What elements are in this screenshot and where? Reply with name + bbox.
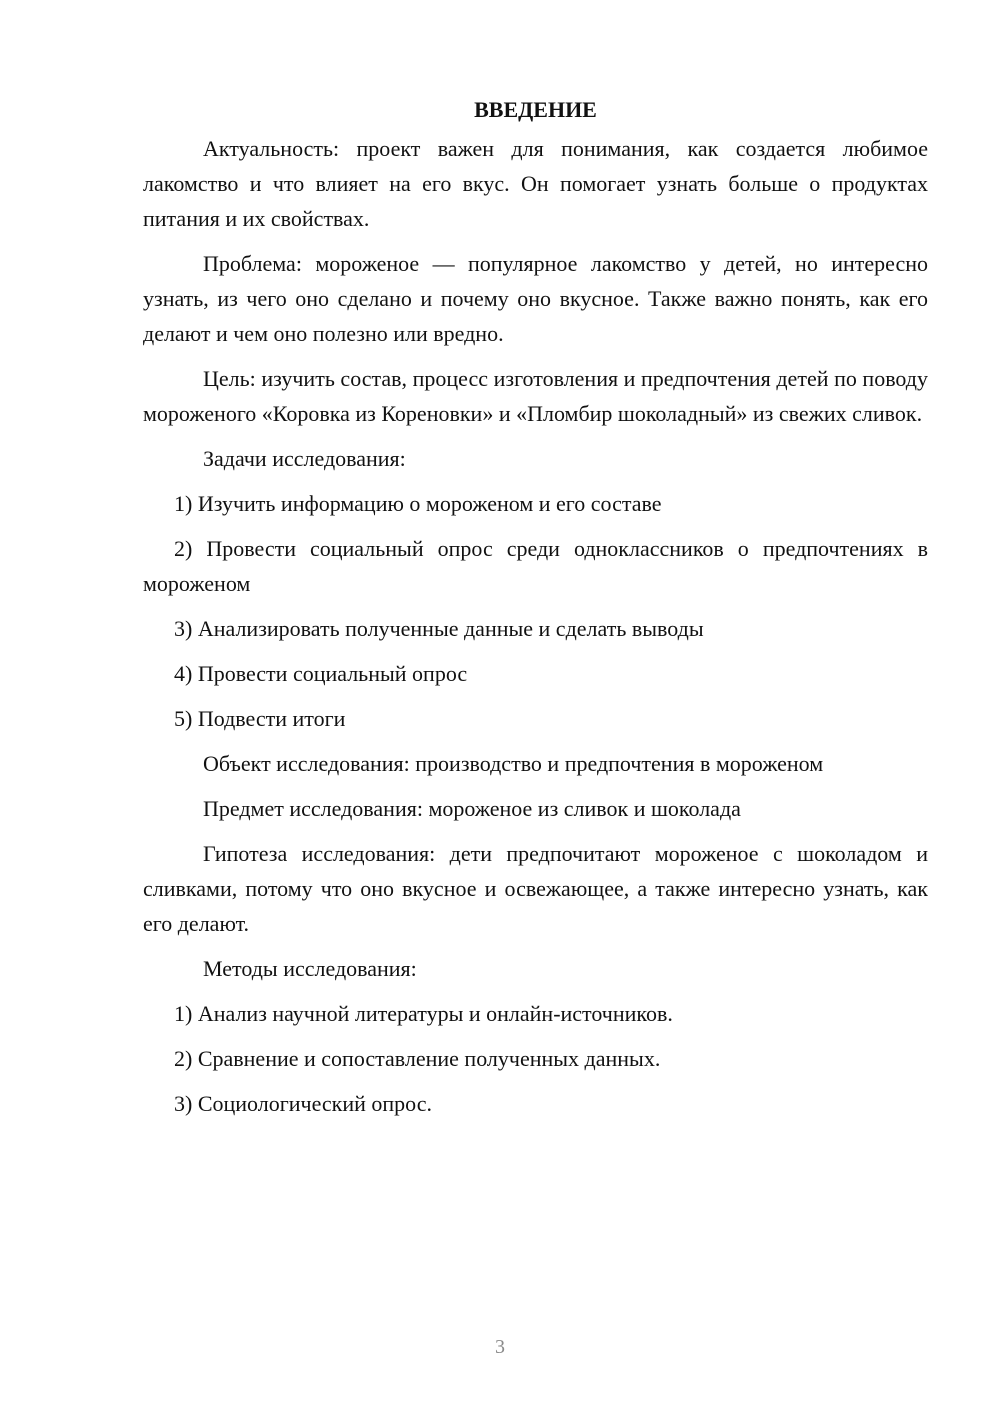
goal-paragraph: Цель: изучить состав, процесс изготовления и предпочтения детей по поводу мороженого «Коровка из Кореновки» и «Пломбир шоколадный» из свежих сливок.	[143, 366, 928, 426]
methods-label: Методы исследования:	[203, 956, 417, 981]
research-subject-paragraph: Предмет исследования: мороженое из сливок и шоколада	[203, 796, 741, 821]
task-item: 1) Изучить информацию о мороженом и его составе	[174, 491, 662, 516]
method-item: 2) Сравнение и сопоставление полученных данных.	[174, 1046, 661, 1071]
section-heading: ВВЕДЕНИЕ	[474, 97, 597, 122]
page-number: 3	[495, 1336, 505, 1358]
task-item: 3) Анализировать полученные данные и сделать выводы	[174, 616, 704, 641]
relevance-paragraph: Актуальность: проект важен для понимания, как создается любимое лакомство и что влияет на его вкус. Он помогает узнать больше о продуктах питания и их свойствах.	[143, 136, 928, 231]
research-object-paragraph: Объект исследования: производство и предпочтения в мороженом	[203, 751, 824, 776]
method-item: 1) Анализ научной литературы и онлайн-источников.	[174, 1001, 673, 1026]
method-item: 3) Социологический опрос.	[174, 1091, 432, 1116]
task-item: 4) Провести социальный опрос	[174, 661, 468, 686]
hypothesis-paragraph: Гипотеза исследования: дети предпочитают мороженое с шоколадом и сливками, потому что оно вкусное и освежающее, а также интересно узнать, как его делают.	[143, 841, 928, 936]
task-item: 2) Провести социальный опрос среди одноклассников о предпочтениях в мороженом	[143, 536, 928, 596]
problem-paragraph: Проблема: мороженое — популярное лакомство у детей, но интересно узнать, из чего оно сделано и почему оно вкусное. Также важно понять, как его делают и чем оно полезно или вредно.	[143, 251, 928, 346]
tasks-label: Задачи исследования:	[203, 446, 406, 471]
document-body	[143, 92, 928, 1131]
task-item: 5) Подвести итоги	[174, 706, 346, 731]
